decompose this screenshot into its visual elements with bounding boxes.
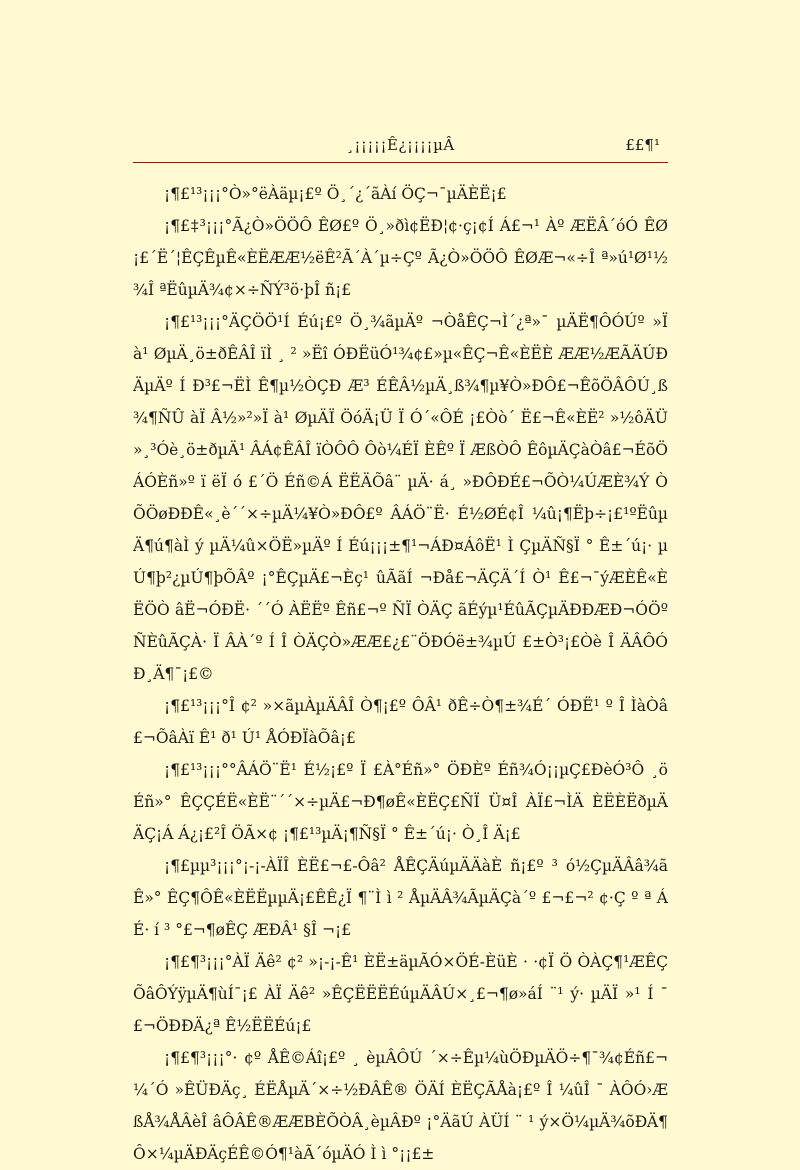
page-number: ££¶¹ [625, 136, 660, 154]
note-paragraph: ¡¶£µµ³¡¡¡°¡-¡-ÀÏÎ ÈË£¬£-Ôâ² ÅÊÇÄúµÄÄàÈ ñ¡£º ³ ó½ÇµÄÂâ¾ãÊ»° ÊÇ¶ÔÊ«ÈËËµµÄ¡£ÊÊ¿Ï ¶¨Ì ì ² ÅµÄÂ¾ÃµÄÇà´º £¬£¬² ¢·Ç º ª ÁÉ· í ³ °£¬¶øÊÇ ÆÐÂ¹ §Î ¬¡£ [133, 857, 668, 939]
header-title: ¸¡¡¡¡¡Ê¿¡¡¡¡µÂ [346, 136, 455, 154]
page-header [133, 132, 668, 162]
header-rule [133, 162, 668, 163]
note-paragraph: ¡¶£¹³¡¡¡°Î ¢² »×ãµÀµÄÂÎ Ò¶¡£º ÔÂ¹ ðÊ÷Ò¶±¾É´ ÓÐË¹ º Î ÌàÒâ£¬ÕâÀï Ê¹ ð¹ Ú¹ ÅÓÐÏàÕâ¡£ [133, 697, 668, 747]
note-paragraph: ¡¶£¹³¡¡¡°ÄÇÖÖ¹Í Éú¡£º Ö¸¾ãµÄº ¬ÒåÊÇ¬Ì´¿ª»¯ µÄË¶ÔÓÚº »Ï à¹ ØµÄ¸ö±ðÊÂÎ ïÌ ¸ ² »Ëî ÓÐËüÓ¹¾¢£»µ«ÊÇ¬Ê«ÈËÈ ÆÆ½ÆÃÄÚÐÄµÄº Í Ð³£¬ËÌ Ê¶µ½ÒÇÐ Æ³ ÉÊÂ½µÄ¸ß¾¶µ¥Ò»ÐÔ£¬ÊõÖÂÔÚ¸ß¾¶ÑÛ àÏ Â½»²»Ï à¹ ØµÄÏ ÖóÄ¡Ü Ï Ó´«ÔÉ ¡£Òò´ Ë£¬Ê«ÈË² »½ôÄÜ »¸³Óè¸ö±ðµÄ¹ ÂÁ¢ÊÂÎ ïÒÔÔ Ôò¼ÉÏ ÈÊº Ï ÆßÒÔ ÊôµÄÇàÒâ£¬ÉõÖÁÓÈñ»º ï ëÏ ó £´Ö Éñ©Á ËËÄÕâ¨ µÄ· á¸ »ÐÔÐÉ£¬ÕÒ¼ÚÆÈ¾Ý ÒÕÖøÐÐÊ«¸è´´×÷µÄ¼¥Ò»ÐÔ£º ÂÁÖ¨Ë· É½ØÉ¢Î ¼û¡¶Ëþ÷¡£¹ºËûµÄ¶ú¶àÌ ý µÄ¼û×ÖË»µÄº Í Éú¡¡¡±¶¹¬ÁÐ¤ÁôË¹ Ì ÇµÄÑ§Ï ° Ê±´ú¡· µÚ¶þ²¿µÚ¶þÕÂº ¡°ÊÇµÄ£¬Èç¹ ûÃãÍ ¬Ðå£¬ÄÇÄ´Í Ò¹ Ê£¬¯ýÆÈÊ«ÈËÖÒ âË¬ÓÐË· ´´Ó ÀËËº Êñ£¬º ÑÏ ÒÄÇ ãÉýµ¹ÉûÃÇµÄÐÐÆÐ¬ÓÖº ÑÈûÃÇÀ· Ï ÂÀ´º Í Î ÒÄÇÒ»ÆÆ£¿£¨ÖÐÓë±¾µÚ £±Ò³¡£Òè Î ÄÂÔÓÐ¸Ä¶¯¡£© [133, 313, 668, 683]
note-paragraph: ¡¶£¹³¡¡¡°Ò»°ëÀäµ¡£º Ö¸´¿´ãÀí ÖÇ¬¯µÄÈË¡£ [164, 185, 507, 203]
body-text [133, 178, 668, 1170]
note-paragraph: ¡¶£¶³¡¡¡°· ¢º ÅÊ©Áî¡£º ¸ èµÂÔÚ ´×÷Êµ¼ùÖÐµÄÖ÷¶¯¾¢Éñ£¬¼´Ó »ÊÜÐÄç¸ ÉËÅµÄ´×÷½ÐÂÊ® ÖÄÍ ÈËÇÃÅà¡£º Î ¼ûÎ ¯ ÀÔÓ›ÆßÅ¾ÅÂèÎ âÔÂÊ®ÆÆBÈÕÒÂ¸èµÂÐº ¡°ÄãÚ ÀÜÍ ¨ ¹ ý×Ö¼µÄ¾õÐÄ¶Ô×¼µÄÐÄçÉÊ©Ó¶¹àÃ´óµÄÓ Ì ì °¡¡£± [133, 1049, 668, 1163]
note-paragraph: ¡¶£¹³¡¡¡°°ÂÁÖ¨Ë¹ É½¡£º Ï £À°Éñ»° ÖÐÈº Éñ¾Ó¡¡µÇ£ÐèÓ³Ô ¸öÉñ»° ÊÇÇÉË«ÈË¨´´×÷µÄ£¬Ð¶øÊ«ÈËÇ£ÑÏ Ü¤Î ÀÏ£¬ÌÄ ÈËÈËðµÄ ÄÇ¡Á Á¿¡£²Î ÖÃ×¢ ¡¶£¹³µÄ¡¶Ñ§Ï ° Ê±´ú¡· Ò¸Î Ä¡£ [133, 761, 668, 843]
note-paragraph: ¡¶£‡³¡¡¡°Ã¿Ò»ÖÖÔ ÊØ£º Ö¸»ðì¢ËÐ¦¢·ç¡¢Í Á£¬¹ Àº ÆËÂ´óÓ ÊØ¡£´Ë´¦ÊÇÊµÊ«ÈËÆÆ½ëÊ²Ã´À´µ÷Çº Ã¿Ò»ÖÖÔ ÊØÆ¬«÷Î ª»ú¹Ø¹½¾Î ªËûµÄ¾¢×÷ÑÝ³ö·þÎ ñ¡£ [133, 217, 668, 299]
note-paragraph: ¡¶£¶³¡¡¡°ÀÏ Äê² ¢² »¡-¡-Ê¹ ÈË±äµÃÓ×ÖÉ-ÈüÈ · ·¢Ï Ö ÒÀÇ¶¹ÆÊÇÕâÔÝÿµÄ¶ùÍ¯¡£ ÀÏ Äê² »ÊÇËËËÉúµÄÂÚ×¸£¬¶ø»áÍ ¨¹ ý· µÄÏ »¹ Í ¯£¬ÖÐÐÄ¿ª Ê½ËËÉú¡£ [133, 953, 668, 1035]
